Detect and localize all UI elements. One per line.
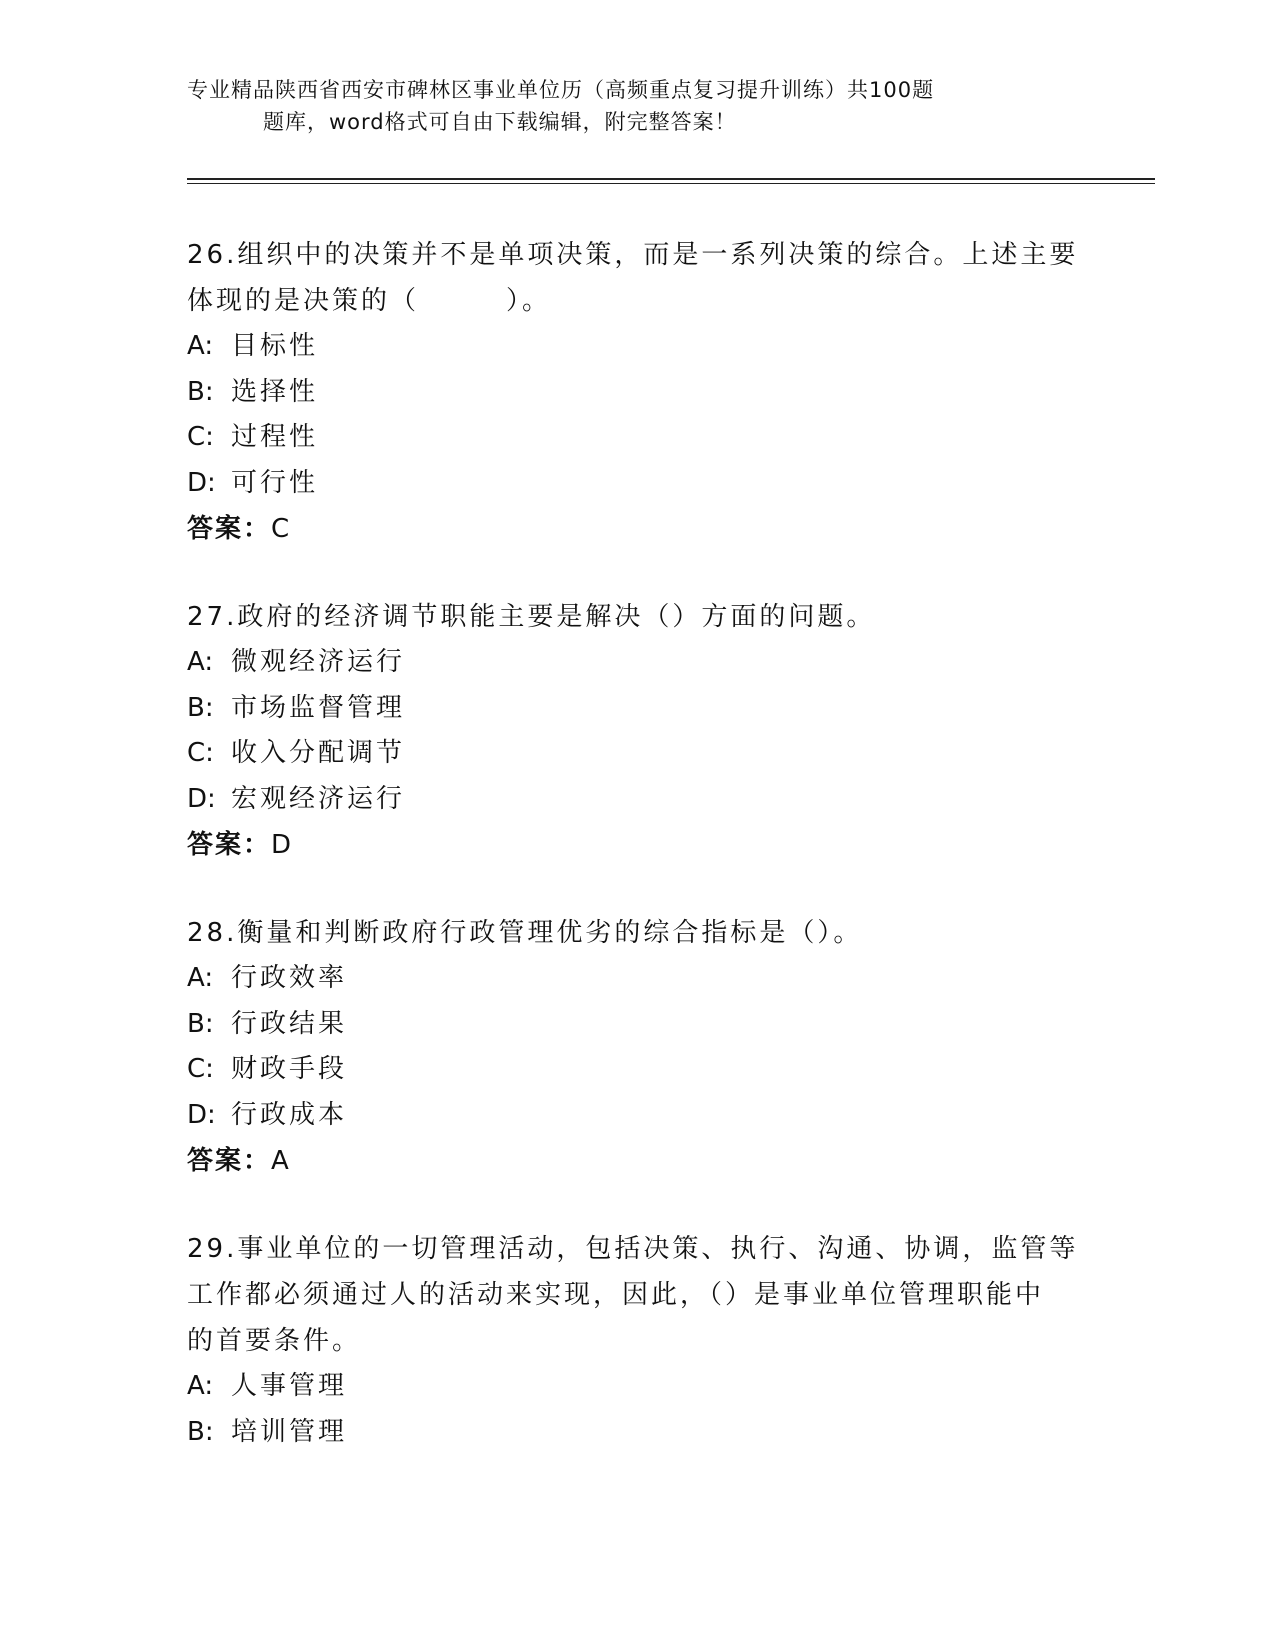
answer-line [187, 506, 1087, 552]
option-b [187, 1410, 1087, 1456]
option-c [187, 415, 1087, 461]
option-letter: B: [187, 692, 214, 723]
header-title-line-2: 题库，word格式可自由下载编辑，附完整答案！ [263, 110, 737, 134]
option-a [187, 640, 1087, 686]
option-text: 人事管理 [231, 1371, 348, 1401]
question-number: 29. [187, 1234, 238, 1264]
option-text: 微观经济运行 [231, 647, 406, 677]
option-text: 收入分配调节 [231, 738, 406, 768]
answer-label: 答案： [187, 1146, 272, 1176]
option-letter: A: [187, 331, 214, 361]
option-letter: B: [187, 1416, 214, 1447]
option-d [187, 1093, 1087, 1139]
answer-label: 答案： [187, 830, 272, 860]
option-letter: A: [187, 647, 214, 677]
question-text-line: 工作都必须通过人的活动来实现，因此，（）是事业单位管理职能中 [187, 1280, 1045, 1310]
option-letter: D: [187, 467, 216, 498]
option-letter: C: [187, 1054, 214, 1084]
question-text-line: 的首要条件。 [187, 1326, 362, 1356]
option-text: 市场监督管理 [231, 692, 406, 723]
answer-label: 答案： [187, 514, 272, 544]
option-text: 目标性 [231, 331, 319, 361]
header-divider-thick [187, 178, 1155, 180]
option-c [187, 1047, 1087, 1093]
answer-value: D [271, 830, 294, 860]
question-text-line: 事业单位的一切管理活动，包括决策、执行、沟通、协调，监管等 [237, 1234, 1079, 1264]
option-letter: A: [187, 963, 214, 993]
question-26 [187, 232, 1087, 552]
question-stem [187, 1226, 1087, 1272]
option-text: 过程性 [231, 422, 319, 452]
header-divider-thin [187, 183, 1155, 184]
option-b [187, 1002, 1087, 1048]
question-number: 26. [187, 240, 238, 270]
question-29 [187, 1226, 1087, 1455]
answer-line [187, 1138, 1087, 1184]
option-a [187, 956, 1087, 1002]
option-b [187, 686, 1087, 732]
option-text: 行政效率 [231, 963, 348, 993]
question-text-line: 组织中的决策并不是单项决策，而是一系列决策的综合。上述主要 [237, 240, 1079, 270]
option-d [187, 461, 1087, 507]
option-text: 财政手段 [231, 1054, 348, 1084]
question-28 [187, 910, 1087, 1184]
question-list [187, 232, 1087, 1497]
option-letter: C: [187, 422, 214, 452]
answer-line [187, 822, 1087, 868]
option-letter: B: [187, 1008, 214, 1039]
option-letter: A: [187, 1371, 214, 1401]
question-number: 28. [187, 918, 238, 948]
option-letter: D: [187, 783, 216, 814]
question-number: 27. [187, 602, 238, 632]
answer-value: A [271, 1146, 291, 1176]
document-header [187, 74, 1047, 138]
question-text-line: 政府的经济调节职能主要是解决（）方面的问题。 [237, 602, 876, 632]
option-letter: C: [187, 738, 214, 768]
question-stem [187, 232, 1087, 278]
option-b [187, 370, 1087, 416]
option-text: 行政结果 [231, 1008, 348, 1039]
option-text: 宏观经济运行 [231, 783, 406, 814]
question-27 [187, 594, 1087, 868]
option-letter: B: [187, 376, 214, 407]
option-text: 选择性 [231, 376, 319, 407]
option-d [187, 777, 1087, 823]
question-stem [187, 910, 1087, 956]
option-c [187, 731, 1087, 777]
option-a [187, 1364, 1087, 1410]
question-text-line: 体现的是决策的（ ）。 [187, 286, 552, 316]
option-a [187, 324, 1087, 370]
question-text-line: 衡量和判断政府行政管理优劣的综合指标是（）。 [237, 918, 863, 948]
option-text: 行政成本 [231, 1099, 348, 1130]
option-text: 培训管理 [231, 1416, 348, 1447]
option-text: 可行性 [231, 467, 319, 498]
answer-value: C [271, 514, 292, 544]
option-letter: D: [187, 1099, 216, 1130]
question-stem [187, 594, 1087, 640]
header-title-line-1: 专业精品陕西省西安市碑林区事业单位历（高频重点复习提升训练）共100题 [187, 78, 935, 102]
